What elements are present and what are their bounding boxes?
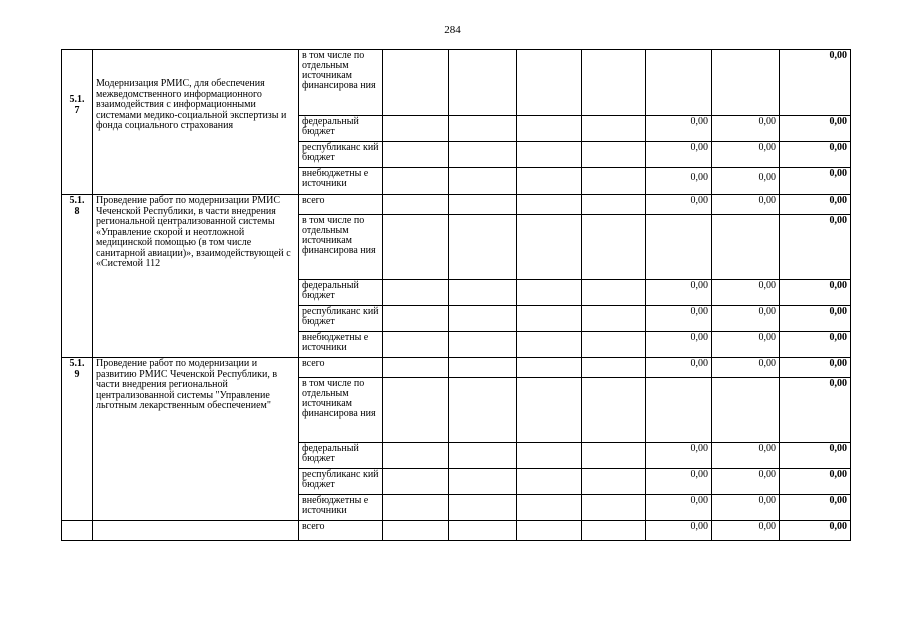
source-label: федеральный бюджет: [299, 116, 383, 142]
item-number: 5.1. 7: [62, 50, 93, 195]
value-cell: 0,00: [780, 521, 851, 541]
value-cell: 0,00: [646, 306, 712, 332]
source-label: внебюджетны е источники: [299, 495, 383, 521]
value-cell: 0,00: [712, 358, 780, 378]
budget-table: [61, 49, 851, 541]
item-number: 5.1. 8: [62, 195, 93, 358]
source-label: в том числе по отдельным источникам финансирова ния: [299, 215, 383, 280]
value-cell: 0,00: [712, 116, 780, 142]
table-row: [62, 521, 851, 541]
value-cell: 0,00: [646, 116, 712, 142]
source-label: республиканс кий бюджет: [299, 469, 383, 495]
value-cell: 0,00: [712, 280, 780, 306]
item-name: Проведение работ по модернизации РМИС Чеченской Республики, в части внедрения региональной централизованной системы «Управление скорой и неотложной медицинской помощью (в том числе санитарной авиации)», взаимодействующей с «Системой 112: [93, 195, 299, 358]
source-label: федеральный бюджет: [299, 280, 383, 306]
value-cell: 0,00: [780, 280, 851, 306]
value-cell: 0,00: [780, 168, 851, 195]
table-row: [62, 195, 851, 215]
value-cell: 0,00: [712, 195, 780, 215]
value-cell: 0,00: [712, 142, 780, 168]
value-cell: 0,00: [646, 469, 712, 495]
source-label: федеральный бюджет: [299, 443, 383, 469]
source-label: всего: [299, 195, 383, 215]
item-name: Модернизация РМИС, для обеспечения межведомственного информационного взаимодействия с информационными системами медико-социальной экспертизы и фонда социального страхования: [93, 50, 299, 195]
table-row: [62, 358, 851, 378]
item-name: Проведение работ по модернизации и развитию РМИС Чеченской Республики, в части внедрения региональной централизованной системы "Управление льготным лекарственным обеспечением": [93, 358, 299, 521]
source-label: всего: [299, 358, 383, 378]
value-cell: 0,00: [646, 168, 712, 195]
value-cell: 0,00: [712, 306, 780, 332]
value-cell: 0,00: [780, 306, 851, 332]
value-cell: 0,00: [646, 495, 712, 521]
value-cell: 0,00: [780, 116, 851, 142]
source-label: в том числе по отдельным источникам финансирова ния: [299, 50, 383, 116]
value-cell: 0,00: [780, 495, 851, 521]
value-cell: 0,00: [712, 168, 780, 195]
value-cell: 0,00: [646, 521, 712, 541]
value-cell: 0,00: [646, 358, 712, 378]
value-cell: 0,00: [780, 50, 851, 116]
value-cell: 0,00: [780, 469, 851, 495]
source-label: всего: [299, 521, 383, 541]
value-cell: 0,00: [646, 443, 712, 469]
value-cell: 0,00: [712, 332, 780, 358]
value-cell: 0,00: [780, 215, 851, 280]
value-cell: 0,00: [712, 495, 780, 521]
value-cell: 0,00: [712, 521, 780, 541]
value-cell: 0,00: [780, 142, 851, 168]
source-label: в том числе по отдельным источникам финансирова ния: [299, 378, 383, 443]
source-label: внебюджетны е источники: [299, 332, 383, 358]
value-cell: 0,00: [712, 443, 780, 469]
value-cell: 0,00: [780, 195, 851, 215]
value-cell: 0,00: [646, 195, 712, 215]
source-label: внебюджетны е источники: [299, 168, 383, 195]
source-label: республиканс кий бюджет: [299, 142, 383, 168]
value-cell: 0,00: [780, 443, 851, 469]
value-cell: 0,00: [646, 142, 712, 168]
table-row: [62, 50, 851, 116]
value-cell: 0,00: [780, 332, 851, 358]
value-cell: 0,00: [780, 378, 851, 443]
page-number: 284: [444, 24, 461, 36]
source-label: республиканс кий бюджет: [299, 306, 383, 332]
item-number: 5.1. 9: [62, 358, 93, 521]
value-cell: 0,00: [646, 280, 712, 306]
value-cell: 0,00: [780, 358, 851, 378]
value-cell: 0,00: [712, 469, 780, 495]
value-cell: 0,00: [646, 332, 712, 358]
